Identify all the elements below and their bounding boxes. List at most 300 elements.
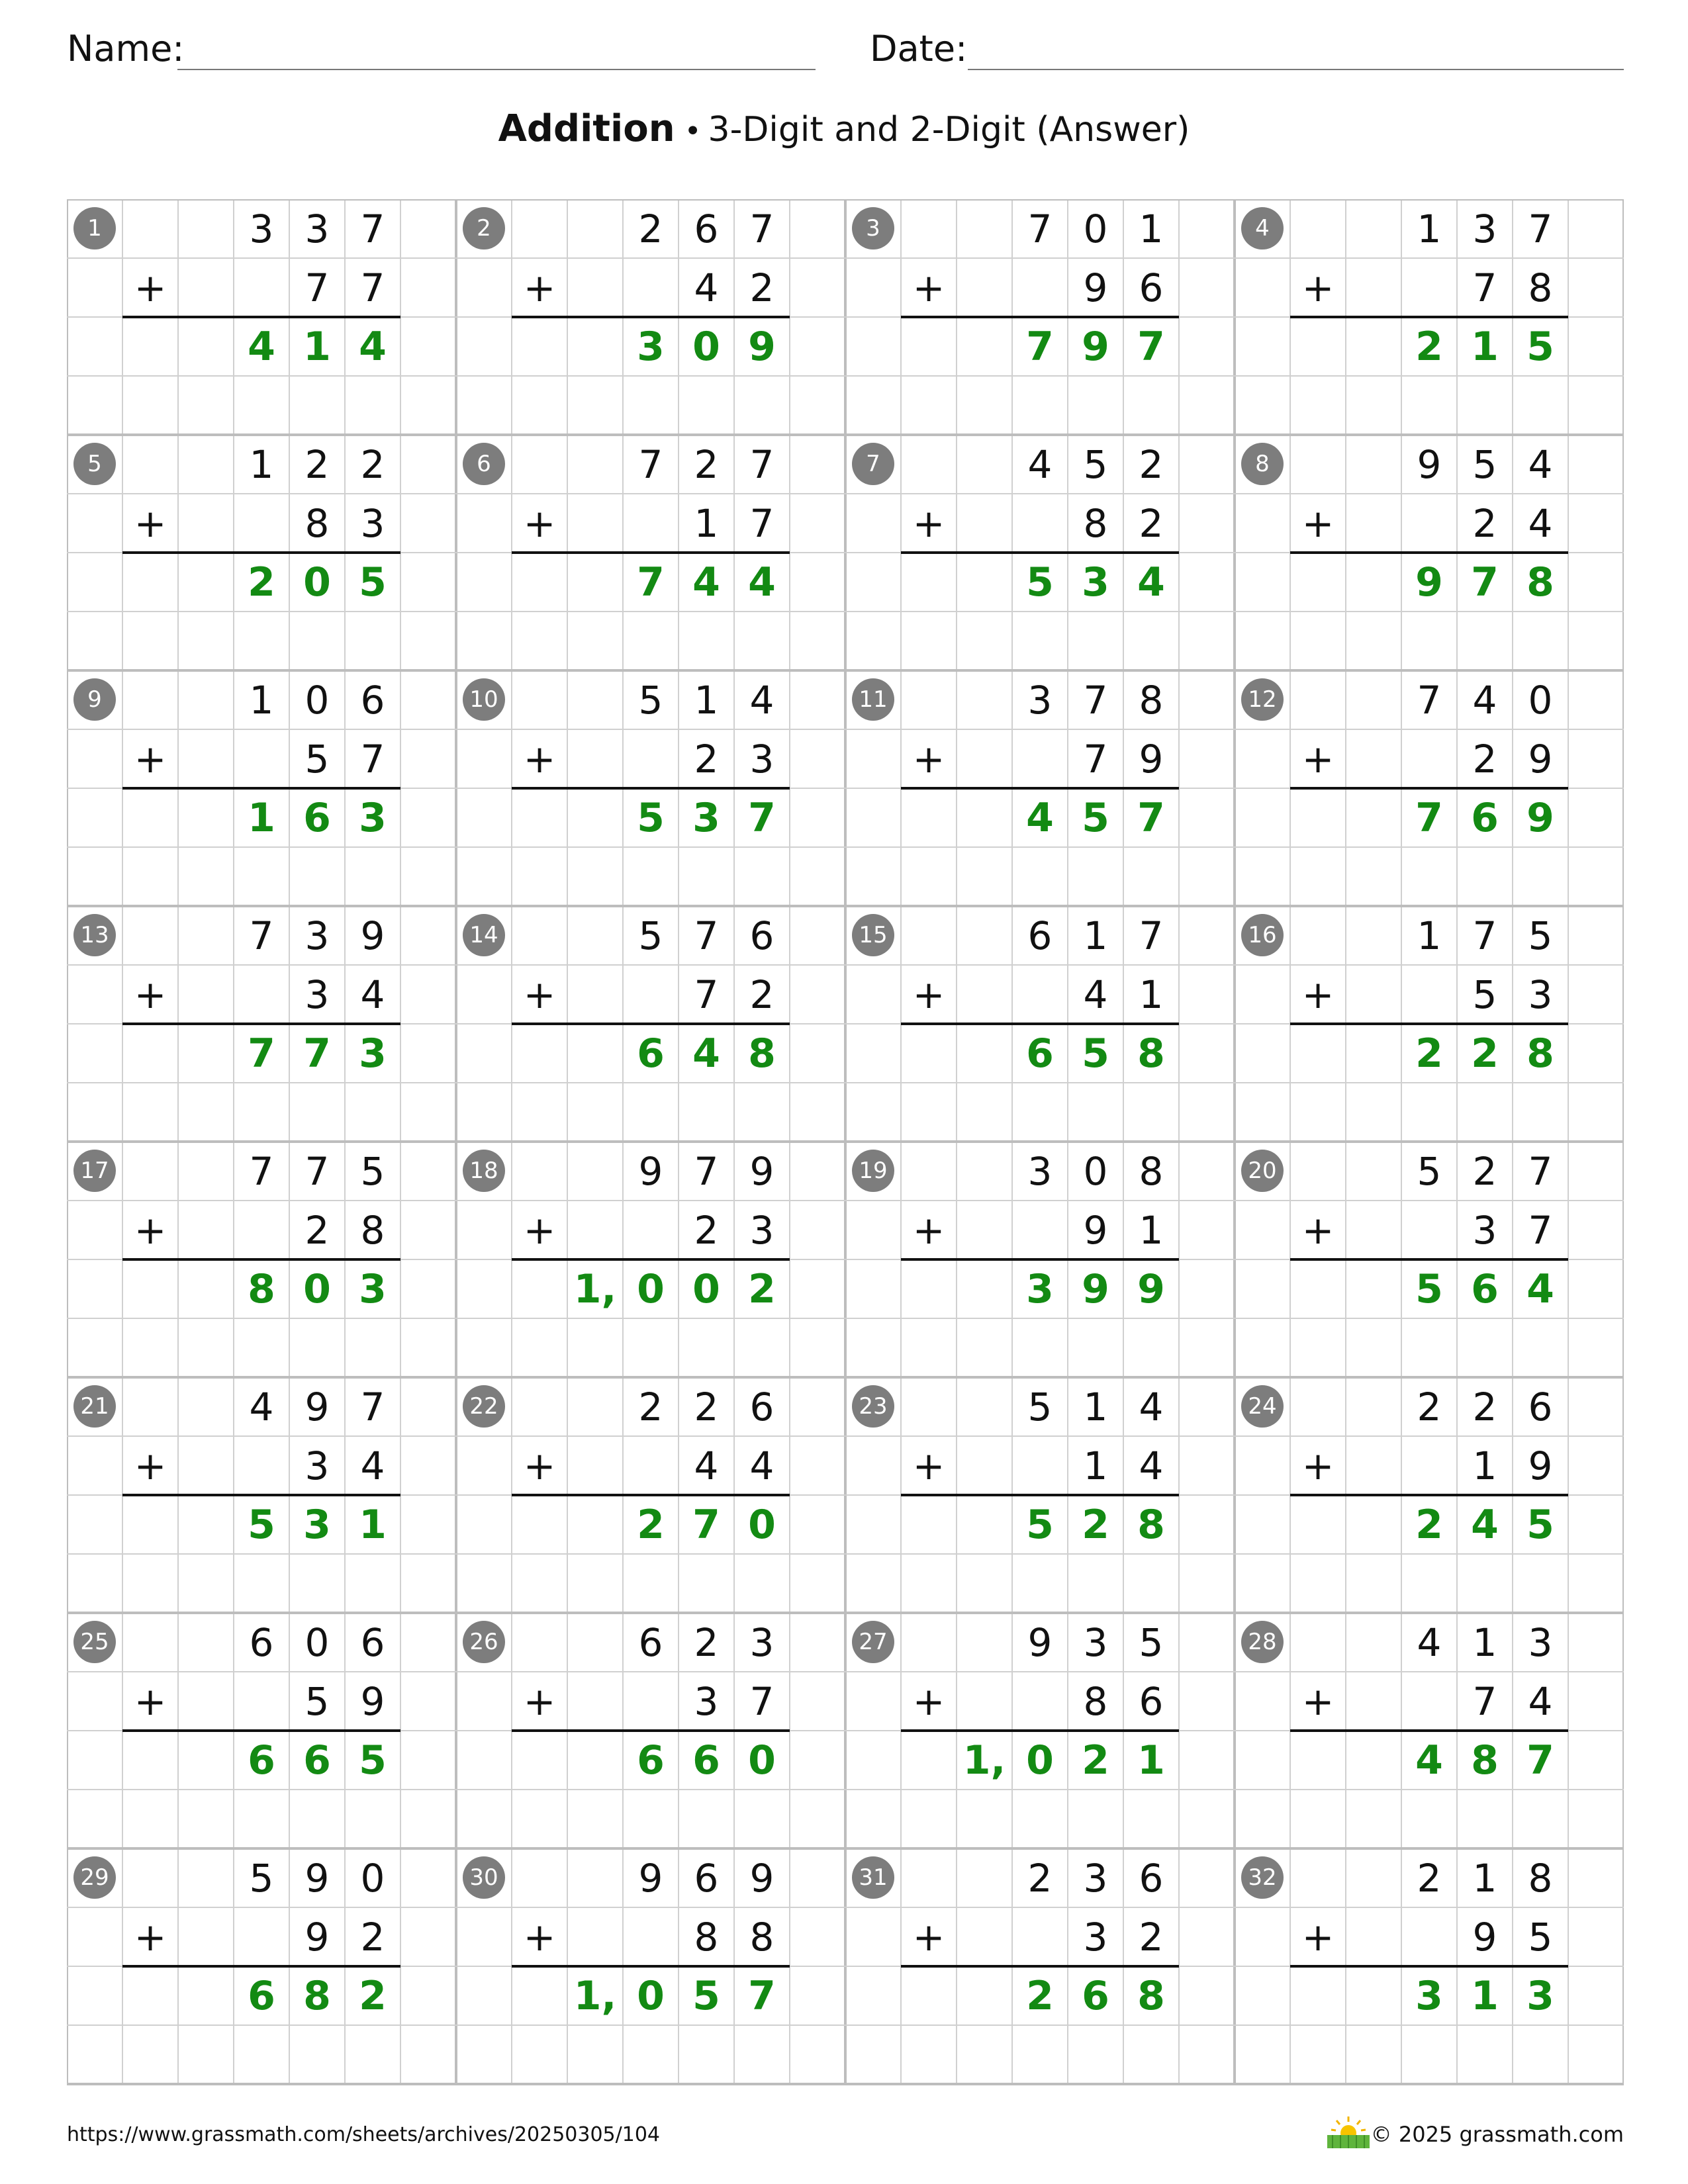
- top-digit: 9: [638, 1148, 663, 1194]
- answer-digit: 4: [1026, 794, 1054, 841]
- answer-digit: 9: [1082, 323, 1109, 370]
- bottom-digit: 7: [360, 736, 385, 782]
- bottom-digit: 8: [694, 1914, 719, 1960]
- bottom-digit: 2: [360, 1914, 385, 1960]
- answer-digit: 5: [1082, 794, 1109, 841]
- top-digit: 3: [1027, 677, 1053, 723]
- problem-number-badge: 19: [852, 1150, 894, 1192]
- bottom-digit: 4: [1139, 1443, 1164, 1488]
- bottom-digit: 9: [1139, 736, 1164, 782]
- bottom-digit: 9: [1083, 265, 1108, 310]
- answer-digit: 5: [1526, 1501, 1554, 1548]
- answer-rule: [1290, 551, 1568, 554]
- top-digit: 9: [305, 1384, 330, 1430]
- answer-digit: 2: [1471, 1030, 1499, 1077]
- top-digit: 3: [1472, 206, 1497, 251]
- plus-sign: +: [912, 736, 945, 782]
- answer-rule: [901, 787, 1179, 790]
- answer-digit: 6: [637, 1030, 665, 1077]
- plus-sign: +: [1301, 265, 1335, 310]
- bottom-digit: 3: [694, 1678, 719, 1724]
- problem-number-badge: 24: [1241, 1385, 1284, 1428]
- top-digit: 1: [1083, 913, 1108, 958]
- top-digit: 3: [1528, 1619, 1553, 1665]
- answer-rule: [901, 1023, 1179, 1025]
- answer-rule: [512, 1494, 790, 1496]
- answer-rule: [122, 316, 400, 318]
- answer-digit: 7: [1471, 559, 1499, 606]
- answer-digit: 0: [1026, 1737, 1054, 1784]
- top-digit: 7: [360, 206, 385, 251]
- bottom-digit: 9: [1083, 1207, 1108, 1253]
- top-digit: 9: [305, 1855, 330, 1901]
- top-digit: 4: [249, 1384, 274, 1430]
- bottom-digit: 4: [1528, 1678, 1553, 1724]
- top-digit: 2: [1139, 441, 1164, 487]
- problem-number-badge: 2: [463, 207, 505, 250]
- bottom-digit: 9: [1472, 1914, 1497, 1960]
- grass-sun-logo-icon: [1326, 2115, 1371, 2150]
- answer-digit: 6: [1471, 1265, 1499, 1312]
- answer-digit: 4: [1471, 1501, 1499, 1548]
- bottom-digit: 7: [1528, 1207, 1553, 1253]
- top-digit: 2: [694, 1619, 719, 1665]
- answer-digit: 1,: [573, 1972, 617, 2019]
- bottom-digit: 3: [749, 736, 774, 782]
- bottom-digit: 3: [1528, 972, 1553, 1017]
- bottom-digit: 9: [305, 1914, 330, 1960]
- answer-digit: 8: [1137, 1501, 1165, 1548]
- top-digit: 7: [249, 1148, 274, 1194]
- answer-digit: 5: [1526, 323, 1554, 370]
- top-digit: 2: [1472, 1384, 1497, 1430]
- bottom-digit: 4: [749, 1443, 774, 1488]
- bottom-digit: 2: [694, 736, 719, 782]
- top-digit: 5: [638, 913, 663, 958]
- problem-number-badge: 27: [852, 1621, 894, 1663]
- answer-digit: 6: [637, 1737, 665, 1784]
- bottom-digit: 1: [1083, 1443, 1108, 1488]
- plus-sign: +: [1301, 1914, 1335, 1960]
- answer-digit: 6: [1026, 1030, 1054, 1077]
- top-digit: 5: [1417, 1148, 1442, 1194]
- plus-sign: +: [912, 265, 945, 310]
- top-digit: 1: [1417, 206, 1442, 251]
- bottom-digit: 2: [1139, 1914, 1164, 1960]
- answer-rule: [122, 1494, 400, 1496]
- answer-rule: [1290, 1258, 1568, 1261]
- plus-sign: +: [523, 265, 556, 310]
- answer-digit: 1,: [962, 1737, 1006, 1784]
- answer-digit: 5: [1415, 1265, 1443, 1312]
- answer-digit: 0: [692, 323, 720, 370]
- top-digit: 4: [1472, 677, 1497, 723]
- top-digit: 2: [638, 206, 663, 251]
- top-digit: 3: [749, 1619, 774, 1665]
- answer-digit: 0: [637, 1972, 665, 2019]
- answer-digit: 8: [1137, 1972, 1165, 2019]
- problem-number-badge: 28: [1241, 1621, 1284, 1663]
- top-digit: 9: [749, 1855, 774, 1901]
- answer-digit: 7: [1137, 323, 1165, 370]
- plus-sign: +: [523, 972, 556, 1017]
- top-digit: 9: [638, 1855, 663, 1901]
- answer-digit: 0: [303, 559, 331, 606]
- answer-digit: 4: [692, 1030, 720, 1077]
- top-digit: 8: [1528, 1855, 1553, 1901]
- top-digit: 7: [638, 441, 663, 487]
- top-digit: 1: [1083, 1384, 1108, 1430]
- answer-digit: 3: [303, 1501, 331, 1548]
- answer-digit: 8: [748, 1030, 776, 1077]
- answer-rule: [512, 1729, 790, 1732]
- answer-digit: 1: [1137, 1737, 1165, 1784]
- answer-rule: [512, 1023, 790, 1025]
- problem-number-badge: 9: [73, 678, 116, 721]
- top-digit: 2: [694, 441, 719, 487]
- answer-rule: [1290, 1023, 1568, 1025]
- top-digit: 6: [694, 206, 719, 251]
- plus-sign: +: [912, 1207, 945, 1253]
- top-digit: 4: [1528, 441, 1553, 487]
- answer-rule: [1290, 1729, 1568, 1732]
- bottom-digit: 7: [1472, 265, 1497, 310]
- answer-digit: 6: [248, 1972, 275, 2019]
- answer-digit: 0: [637, 1265, 665, 1312]
- date-line[interactable]: [968, 69, 1624, 70]
- answer-digit: 4: [692, 559, 720, 606]
- plus-sign: +: [912, 500, 945, 546]
- top-digit: 2: [1027, 1855, 1053, 1901]
- bottom-digit: 9: [360, 1678, 385, 1724]
- problem-number-badge: 7: [852, 443, 894, 485]
- top-digit: 0: [1083, 206, 1108, 251]
- answer-digit: 0: [692, 1265, 720, 1312]
- top-digit: 6: [749, 913, 774, 958]
- problem-number-badge: 16: [1241, 914, 1284, 956]
- top-digit: 0: [1083, 1148, 1108, 1194]
- top-digit: 3: [305, 913, 330, 958]
- top-digit: 6: [749, 1384, 774, 1430]
- answer-digit: 3: [692, 794, 720, 841]
- problem-grid: [67, 199, 1624, 2089]
- bottom-digit: 1: [1139, 972, 1164, 1017]
- plus-sign: +: [1301, 500, 1335, 546]
- bottom-digit: 4: [694, 1443, 719, 1488]
- top-digit: 9: [1417, 441, 1442, 487]
- answer-rule: [512, 787, 790, 790]
- answer-digit: 6: [248, 1737, 275, 1784]
- answer-rule: [512, 1258, 790, 1261]
- answer-digit: 2: [1082, 1501, 1109, 1548]
- bottom-digit: 8: [360, 1207, 385, 1253]
- answer-digit: 9: [1137, 1265, 1165, 1312]
- bottom-digit: 3: [360, 500, 385, 546]
- top-digit: 5: [1083, 441, 1108, 487]
- answer-digit: 1,: [573, 1265, 617, 1312]
- answer-digit: 7: [1026, 323, 1054, 370]
- answer-digit: 2: [1026, 1972, 1054, 2019]
- answer-digit: 5: [1026, 1501, 1054, 1548]
- problem-number-badge: 23: [852, 1385, 894, 1428]
- problem-number-badge: 17: [73, 1150, 116, 1192]
- top-digit: 3: [249, 206, 274, 251]
- top-digit: 9: [1027, 1619, 1053, 1665]
- answer-digit: 9: [1526, 794, 1554, 841]
- answer-rule: [122, 787, 400, 790]
- bottom-digit: 1: [1472, 1443, 1497, 1488]
- bottom-digit: 1: [1139, 1207, 1164, 1253]
- plus-sign: +: [134, 972, 167, 1017]
- plus-sign: +: [134, 1443, 167, 1488]
- top-digit: 4: [1139, 1384, 1164, 1430]
- date-label: Date:: [870, 28, 968, 69]
- bottom-digit: 4: [1083, 972, 1108, 1017]
- answer-rule: [1290, 1494, 1568, 1496]
- top-digit: 7: [1472, 913, 1497, 958]
- top-digit: 7: [360, 1384, 385, 1430]
- answer-digit: 6: [1471, 794, 1499, 841]
- answer-rule: [901, 1258, 1179, 1261]
- plus-sign: +: [523, 1914, 556, 1960]
- bottom-digit: 7: [694, 972, 719, 1017]
- answer-digit: 3: [1526, 1972, 1554, 2019]
- answer-digit: 6: [303, 794, 331, 841]
- bottom-digit: 2: [694, 1207, 719, 1253]
- answer-digit: 5: [248, 1501, 275, 1548]
- plus-sign: +: [1301, 972, 1335, 1017]
- bottom-digit: 4: [1528, 500, 1553, 546]
- top-digit: 2: [1417, 1855, 1442, 1901]
- top-digit: 7: [1027, 206, 1053, 251]
- answer-digit: 7: [248, 1030, 275, 1077]
- answer-digit: 3: [637, 323, 665, 370]
- top-digit: 1: [1417, 913, 1442, 958]
- answer-digit: 5: [692, 1972, 720, 2019]
- answer-rule: [512, 316, 790, 318]
- problem-number-badge: 20: [1241, 1150, 1284, 1192]
- top-digit: 4: [1027, 441, 1053, 487]
- bottom-digit: 8: [749, 1914, 774, 1960]
- top-digit: 6: [694, 1855, 719, 1901]
- answer-digit: 6: [1082, 1972, 1109, 2019]
- plus-sign: +: [1301, 1678, 1335, 1724]
- bottom-digit: 2: [305, 1207, 330, 1253]
- plus-sign: +: [1301, 736, 1335, 782]
- top-digit: 6: [1027, 913, 1053, 958]
- bottom-digit: 8: [1083, 500, 1108, 546]
- answer-rule: [901, 316, 1179, 318]
- answer-digit: 4: [1137, 559, 1165, 606]
- bottom-digit: 3: [749, 1207, 774, 1253]
- problem-number-badge: 8: [1241, 443, 1284, 485]
- name-line[interactable]: [177, 69, 816, 70]
- top-digit: 3: [1083, 1619, 1108, 1665]
- answer-digit: 7: [748, 794, 776, 841]
- answer-digit: 7: [1415, 794, 1443, 841]
- problem-number-badge: 21: [73, 1385, 116, 1428]
- answer-rule: [1290, 1965, 1568, 1968]
- answer-rule: [122, 1023, 400, 1025]
- top-digit: 1: [1139, 206, 1164, 251]
- title-subtitle: 3-Digit and 2-Digit (Answer): [708, 110, 1190, 150]
- answer-digit: 9: [1415, 559, 1443, 606]
- bottom-digit: 8: [1528, 265, 1553, 310]
- top-digit: 7: [694, 1148, 719, 1194]
- problem-number-badge: 11: [852, 678, 894, 721]
- answer-rule: [512, 551, 790, 554]
- bottom-digit: 5: [1528, 1914, 1553, 1960]
- answer-digit: 1: [303, 323, 331, 370]
- answer-digit: 7: [303, 1030, 331, 1077]
- answer-digit: 9: [1082, 1265, 1109, 1312]
- top-digit: 2: [1417, 1384, 1442, 1430]
- answer-digit: 2: [359, 1972, 387, 2019]
- bottom-digit: 6: [1139, 265, 1164, 310]
- answer-digit: 1: [248, 794, 275, 841]
- answer-digit: 6: [692, 1737, 720, 1784]
- problem-number-badge: 22: [463, 1385, 505, 1428]
- top-digit: 2: [694, 1384, 719, 1430]
- bottom-digit: 7: [1083, 736, 1108, 782]
- bottom-digit: 4: [694, 265, 719, 310]
- title-bullet: •: [684, 114, 702, 148]
- bottom-digit: 7: [749, 1678, 774, 1724]
- bottom-digit: 3: [305, 1443, 330, 1488]
- top-digit: 6: [1528, 1384, 1553, 1430]
- top-digit: 6: [360, 1619, 385, 1665]
- bottom-digit: 1: [694, 500, 719, 546]
- answer-digit: 7: [748, 1972, 776, 2019]
- top-digit: 2: [1472, 1148, 1497, 1194]
- plus-sign: +: [523, 736, 556, 782]
- answer-digit: 1: [1471, 323, 1499, 370]
- top-digit: 8: [1139, 1148, 1164, 1194]
- problem-number-badge: 1: [73, 207, 116, 250]
- plus-sign: +: [1301, 1443, 1335, 1488]
- plus-sign: +: [134, 1207, 167, 1253]
- top-digit: 1: [694, 677, 719, 723]
- bottom-digit: 4: [360, 1443, 385, 1488]
- top-digit: 4: [749, 677, 774, 723]
- problem-number-badge: 5: [73, 443, 116, 485]
- plus-sign: +: [523, 1678, 556, 1724]
- answer-digit: 2: [248, 559, 275, 606]
- top-digit: 5: [1528, 913, 1553, 958]
- problem-number-badge: 29: [73, 1856, 116, 1899]
- top-digit: 7: [305, 1148, 330, 1194]
- problem-number-badge: 12: [1241, 678, 1284, 721]
- plus-sign: +: [134, 500, 167, 546]
- bottom-digit: 4: [360, 972, 385, 1017]
- answer-digit: 8: [1471, 1737, 1499, 1784]
- answer-rule: [122, 1965, 400, 1968]
- problem-number-badge: 14: [463, 914, 505, 956]
- bottom-digit: 3: [1083, 1914, 1108, 1960]
- answer-digit: 2: [1415, 1501, 1443, 1548]
- plus-sign: +: [523, 1207, 556, 1253]
- answer-digit: 8: [1137, 1030, 1165, 1077]
- top-digit: 0: [1528, 677, 1553, 723]
- answer-digit: 1: [1471, 1972, 1499, 2019]
- answer-rule: [901, 1965, 1179, 1968]
- top-digit: 1: [1472, 1855, 1497, 1901]
- answer-digit: 8: [303, 1972, 331, 2019]
- problem-number-badge: 30: [463, 1856, 505, 1899]
- plus-sign: +: [912, 1678, 945, 1724]
- top-digit: 8: [1139, 677, 1164, 723]
- answer-digit: 7: [637, 559, 665, 606]
- plus-sign: +: [523, 500, 556, 546]
- top-digit: 5: [1027, 1384, 1053, 1430]
- top-digit: 0: [360, 1855, 385, 1901]
- answer-rule: [1290, 787, 1568, 790]
- answer-rule: [1290, 316, 1568, 318]
- plus-sign: +: [134, 1914, 167, 1960]
- plus-sign: +: [134, 736, 167, 782]
- problem-number-badge: 26: [463, 1621, 505, 1663]
- answer-rule: [901, 1494, 1179, 1496]
- bottom-digit: 2: [1139, 500, 1164, 546]
- answer-digit: 4: [748, 559, 776, 606]
- name-label: Name:: [67, 28, 185, 69]
- plus-sign: +: [523, 1443, 556, 1488]
- top-digit: 0: [305, 1619, 330, 1665]
- answer-digit: 6: [303, 1737, 331, 1784]
- top-digit: 9: [360, 913, 385, 958]
- top-digit: 7: [1139, 913, 1164, 958]
- bottom-digit: 6: [1139, 1678, 1164, 1724]
- answer-digit: 5: [359, 559, 387, 606]
- problem-number-badge: 10: [463, 678, 505, 721]
- answer-digit: 0: [303, 1265, 331, 1312]
- bottom-digit: 3: [1472, 1207, 1497, 1253]
- answer-rule: [901, 551, 1179, 554]
- answer-digit: 5: [637, 794, 665, 841]
- plus-sign: +: [912, 972, 945, 1017]
- problem-number-badge: 31: [852, 1856, 894, 1899]
- answer-digit: 2: [1415, 1030, 1443, 1077]
- answer-digit: 3: [359, 1265, 387, 1312]
- answer-digit: 8: [248, 1265, 275, 1312]
- top-digit: 7: [1528, 1148, 1553, 1194]
- bottom-digit: 2: [749, 265, 774, 310]
- bottom-digit: 5: [305, 736, 330, 782]
- bottom-digit: 9: [1528, 1443, 1553, 1488]
- top-digit: 7: [1417, 677, 1442, 723]
- bottom-digit: 7: [749, 500, 774, 546]
- top-digit: 5: [638, 677, 663, 723]
- bottom-digit: 9: [1528, 736, 1553, 782]
- answer-rule: [512, 1965, 790, 1968]
- bottom-digit: 5: [1472, 972, 1497, 1017]
- top-digit: 2: [638, 1384, 663, 1430]
- answer-digit: 2: [1082, 1737, 1109, 1784]
- bottom-digit: 3: [305, 972, 330, 1017]
- top-digit: 5: [360, 1148, 385, 1194]
- top-digit: 7: [1083, 677, 1108, 723]
- bottom-digit: 7: [360, 265, 385, 310]
- problem-number-badge: 25: [73, 1621, 116, 1663]
- worksheet-title: [0, 107, 1688, 150]
- bottom-digit: 2: [1472, 500, 1497, 546]
- top-digit: 1: [249, 441, 274, 487]
- top-digit: 7: [749, 206, 774, 251]
- top-digit: 1: [249, 677, 274, 723]
- answer-digit: 4: [248, 323, 275, 370]
- problem-number-badge: 13: [73, 914, 116, 956]
- top-digit: 3: [1027, 1148, 1053, 1194]
